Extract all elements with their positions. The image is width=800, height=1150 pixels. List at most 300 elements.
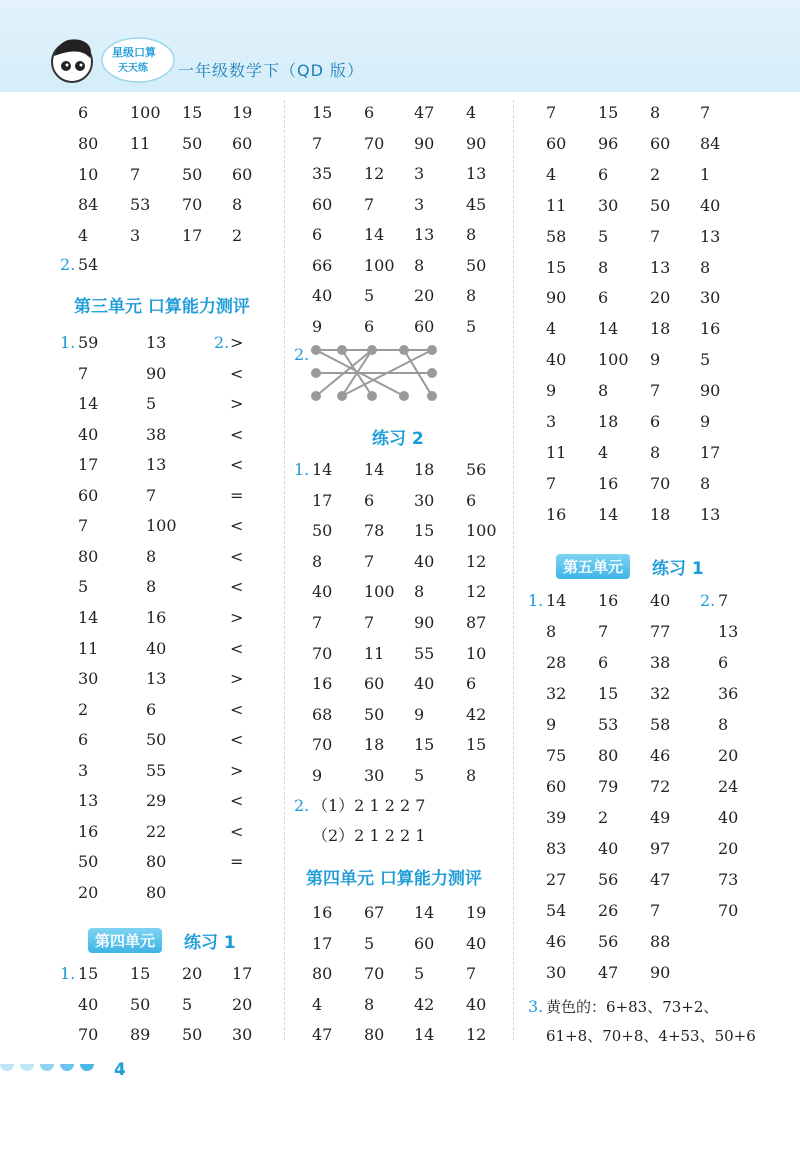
answer-cell: 9: [312, 766, 323, 785]
answer-cell: 32: [546, 684, 567, 703]
answer-cell: 6: [466, 674, 477, 694]
answer-cell: 15: [598, 684, 619, 703]
page-number: 4: [114, 1060, 126, 1080]
answer-cell: 40: [546, 350, 567, 370]
answer-cell: 7: [78, 516, 89, 536]
answer-cell: 70: [182, 195, 203, 215]
answer-cell: 15: [414, 735, 435, 755]
answer-cell: 3: [78, 760, 89, 780]
answer-cell: 70: [718, 901, 739, 920]
answer-cell: 17: [232, 964, 253, 983]
answer-cell: 14: [78, 607, 99, 627]
answer-cell: <: [230, 730, 244, 750]
answer-cell: 40: [718, 808, 739, 827]
question-number: 2.: [700, 591, 716, 610]
answer-cell: 6: [466, 490, 477, 510]
answer-cell: 7: [312, 613, 323, 632]
answer-cell: 5: [182, 994, 193, 1014]
answer-cell: 53: [130, 195, 151, 215]
answer-cell: 50: [182, 1025, 203, 1044]
answer-cell: 5: [146, 394, 157, 414]
answer-cell: 6: [78, 103, 89, 122]
answer-cell: 11: [364, 643, 385, 663]
answer-cell: 30: [364, 766, 385, 785]
answer-cell: 20: [182, 964, 203, 983]
answer-cell: =: [230, 852, 244, 872]
answer-cell: 60: [312, 194, 333, 214]
answer-cell: 77: [650, 622, 671, 641]
answer-cell: 80: [312, 964, 333, 983]
answer-cell: 40: [598, 839, 619, 858]
answer-cell: 54: [546, 901, 567, 920]
answer-cell: 8: [718, 715, 729, 734]
answer-cell: 90: [650, 963, 671, 982]
answer-cell: 6: [650, 412, 661, 431]
answer-cell: 18: [364, 735, 385, 755]
question-number: 1.: [294, 460, 310, 479]
answer-cell: 9: [414, 704, 425, 724]
answer-cell: 50: [182, 133, 203, 153]
answer-cell: 70: [78, 1025, 99, 1044]
section-title-unit3: 第三单元 口算能力测评: [74, 297, 250, 317]
answer-cell: 13: [146, 333, 167, 352]
answer-cell: 46: [546, 932, 567, 951]
question-number: 2.: [214, 333, 230, 352]
answer-cell: 50: [364, 704, 385, 724]
answer-cell: <: [230, 699, 244, 719]
answer-cell: 20: [650, 288, 671, 308]
answer-cell: 19: [466, 903, 487, 922]
answer-cell: 10: [466, 643, 487, 663]
answer-cell: 9: [700, 412, 711, 431]
answer-cell: 60: [546, 777, 567, 796]
answer-cell: 40: [78, 994, 99, 1014]
answer-cell: <: [230, 424, 244, 444]
answer-cell: 7: [718, 591, 729, 610]
answer-cell: 16: [598, 473, 619, 493]
answer-cell: 1: [700, 164, 711, 184]
answer-cell: 13: [78, 791, 99, 811]
answer-cell: 90: [414, 613, 435, 632]
answer-cell: 5: [78, 577, 89, 597]
answer-cell: 90: [700, 381, 721, 401]
answer-cell: 8: [466, 286, 477, 305]
answer-cell: 16: [78, 821, 99, 841]
answer-cell: 7: [700, 103, 711, 122]
answer-cell: 42: [414, 994, 435, 1014]
answer-cell: 8: [364, 994, 375, 1014]
answer-cell: 12: [466, 1025, 487, 1044]
answer-cell: 5: [364, 933, 375, 953]
answer-cell: 2: [598, 808, 609, 827]
answer-cell: 40: [312, 582, 333, 602]
answer-cell: 13: [146, 455, 167, 475]
answer-cell: 80: [78, 546, 99, 566]
answer-cell: 8: [700, 473, 711, 493]
question-number: 1.: [60, 964, 76, 983]
answer-cell: 2: [232, 226, 243, 246]
answer-cell: 50: [130, 994, 151, 1014]
unit5-practice-title: 练习 1: [652, 559, 704, 579]
answer-cell: 8: [232, 195, 243, 215]
unit4-practice-title: 练习 1: [184, 933, 236, 953]
answer-cell: >: [230, 760, 244, 780]
answer-cell: 53: [598, 715, 619, 734]
answer-cell: 40: [414, 551, 435, 571]
answer-cell: 90: [546, 288, 567, 308]
answer-cell: 5: [598, 226, 609, 246]
answer-cell: 56: [598, 870, 619, 889]
answer-cell: 14: [598, 319, 619, 339]
answer-cell: 70: [364, 133, 385, 153]
answer-cell: 40: [146, 638, 167, 658]
answer-cell: 7: [546, 473, 557, 493]
answer-cell: <: [230, 577, 244, 597]
answer-cell: 68: [312, 704, 333, 724]
answer-cell: 13: [650, 257, 671, 277]
answer-cell: 83: [546, 839, 567, 858]
answer-cell: 15: [312, 103, 333, 122]
answer-value: 54: [78, 255, 99, 274]
answer-cell: 7: [364, 551, 375, 571]
answer-cell: 96: [598, 133, 619, 153]
answer-cell: 60: [414, 316, 435, 336]
answer-cell: 27: [546, 870, 567, 889]
answer-cell: 14: [364, 225, 385, 244]
answer-cell: 58: [546, 226, 567, 246]
answer-cell: 8: [598, 381, 609, 401]
answer-cell: 32: [650, 684, 671, 703]
answer-cell: 45: [466, 194, 487, 214]
answer-cell: <: [230, 638, 244, 658]
answer-cell: 40: [466, 933, 487, 953]
answer-cell: 6: [364, 316, 375, 336]
answer-cell: 15: [466, 735, 487, 755]
answer-cell: 17: [312, 490, 333, 510]
answer-cell: 3: [414, 164, 425, 183]
answer-cell: 70: [364, 964, 385, 983]
answer-cell: 18: [650, 319, 671, 339]
answer-cell: 6: [146, 699, 157, 719]
answer-cell: 7: [146, 485, 157, 505]
answer-cell: 20: [78, 882, 99, 902]
answer-cell: 67: [364, 903, 385, 922]
answer-cell: 17: [182, 226, 203, 246]
answer-cell: 47: [414, 103, 435, 122]
answer-cell: >: [230, 333, 244, 352]
answer-cell: 8: [466, 766, 477, 785]
answer-cell: 8: [546, 622, 557, 641]
answer-cell: 84: [78, 195, 99, 215]
answer-cell: 7: [78, 363, 89, 383]
answer-cell: 60: [414, 933, 435, 953]
answer-cell: 40: [414, 674, 435, 694]
answer-cell: 8: [414, 255, 425, 275]
answer-cell: 55: [414, 643, 435, 663]
answer-line: （2）2 1 2 2 1: [312, 826, 426, 845]
answer-cell: 8: [414, 582, 425, 602]
answer-cell: 7: [312, 133, 323, 153]
answer-cell: 84: [700, 133, 721, 153]
answer-cell: 4: [598, 442, 609, 462]
logo-text-1: 星级口算: [112, 46, 156, 59]
answer-cell: 50: [182, 164, 203, 184]
answer-cell: 9: [650, 350, 661, 370]
answer-cell: 46: [650, 746, 671, 765]
answer-cell: 14: [414, 903, 435, 922]
answer-cell: 30: [700, 288, 721, 308]
answer-cell: 18: [414, 460, 435, 479]
answer-cell: 36: [718, 684, 739, 703]
answer-cell: <: [230, 821, 244, 841]
answer-cell: 2: [650, 164, 661, 184]
answer-cell: 17: [78, 455, 99, 475]
answer-cell: >: [230, 394, 244, 414]
matching-diagram: [308, 340, 438, 404]
question-number: 2.: [294, 796, 310, 815]
answer-cell: 55: [146, 760, 167, 780]
column-divider: [284, 100, 285, 1040]
answer-cell: 88: [650, 932, 671, 951]
practice2-title: 练习 2: [372, 429, 424, 449]
answer-cell: 5: [466, 316, 477, 336]
answer-cell: 14: [598, 504, 619, 524]
answer-cell: 26: [598, 901, 619, 920]
answer-cell: 89: [130, 1025, 151, 1044]
answer-cell: 80: [146, 852, 167, 872]
column-divider: [513, 100, 514, 1040]
answer-cell: 80: [364, 1025, 385, 1044]
answer-cell: 100: [146, 516, 177, 536]
answer-cell: 80: [78, 133, 99, 153]
answer-cell: <: [230, 455, 244, 475]
answer-cell: 24: [718, 777, 739, 796]
question-number: 1.: [528, 591, 544, 610]
answer-cell: 6: [78, 730, 89, 750]
answer-cell: 79: [598, 777, 619, 796]
answer-cell: 100: [364, 582, 395, 602]
answer-cell: 11: [78, 638, 99, 658]
answer-line: （1）2 1 2 2 7: [312, 796, 426, 815]
answer-cell: 7: [598, 622, 609, 641]
answer-cell: 60: [650, 133, 671, 153]
unit5-badge: 第五单元: [556, 554, 630, 579]
answer-cell: 90: [146, 363, 167, 383]
answer-cell: 30: [414, 490, 435, 510]
question-number: 2.: [60, 255, 76, 274]
answer-cell: 7: [650, 226, 661, 246]
answer-line: 61+8、70+8、4+53、50+6: [546, 1027, 756, 1045]
answer-cell: 66: [312, 255, 333, 275]
unit4-badge: 第四单元: [88, 928, 162, 953]
answer-cell: <: [230, 516, 244, 536]
answer-cell: 29: [146, 791, 167, 811]
answer-cell: 13: [718, 622, 739, 641]
answer-cell: 4: [546, 319, 557, 339]
answer-cell: 7: [650, 381, 661, 401]
answer-cell: 59: [78, 333, 99, 352]
answer-cell: 60: [78, 485, 99, 505]
answer-cell: 60: [546, 133, 567, 153]
answer-cell: 6: [598, 164, 609, 184]
answer-cell: 28: [546, 653, 567, 672]
mascot-logo: [50, 30, 180, 90]
answer-cell: 5: [364, 286, 375, 305]
answer-cell: 15: [182, 103, 203, 122]
answer-cell: 3: [546, 412, 557, 431]
answer-cell: 40: [650, 591, 671, 610]
answer-cell: 7: [546, 103, 557, 122]
answer-cell: 9: [312, 316, 323, 336]
answer-cell: 78: [364, 521, 385, 541]
answer-cell: 15: [598, 103, 619, 122]
answer-cell: 15: [414, 521, 435, 541]
answer-cell: 16: [700, 319, 721, 339]
answer-cell: 47: [312, 1025, 333, 1044]
answer-cell: 10: [78, 164, 99, 184]
answer-cell: =: [230, 485, 244, 505]
answer-cell: 30: [232, 1025, 253, 1044]
answer-cell: 40: [700, 195, 721, 215]
answer-cell: 49: [650, 808, 671, 827]
answer-cell: 20: [718, 839, 739, 858]
question-number: 3.: [528, 997, 544, 1016]
question-number: 2.: [294, 345, 310, 364]
answer-cell: 47: [598, 963, 619, 982]
answer-cell: 87: [466, 613, 487, 632]
answer-cell: 56: [466, 460, 487, 479]
answer-cell: 39: [546, 808, 567, 827]
answer-cell: 72: [650, 777, 671, 796]
answer-cell: 5: [700, 350, 711, 370]
answer-cell: 20: [414, 286, 435, 305]
answer-cell: 3: [414, 194, 425, 214]
answer-cell: 6: [598, 653, 609, 672]
answer-cell: 42: [466, 704, 487, 724]
book-title: 一年级数学下（QD 版）: [178, 61, 365, 80]
answer-cell: 7: [130, 164, 141, 184]
answer-cell: 13: [700, 226, 721, 246]
answer-cell: 6: [718, 653, 729, 672]
answer-cell: >: [230, 607, 244, 627]
answer-cell: 16: [546, 504, 567, 524]
answer-cell: 100: [466, 521, 497, 541]
answer-cell: 13: [414, 225, 435, 244]
answer-cell: 13: [466, 164, 487, 183]
answer-cell: 14: [312, 460, 333, 479]
answer-cell: 8: [700, 257, 711, 277]
answer-cell: 80: [598, 746, 619, 765]
answer-cell: 73: [718, 870, 739, 889]
answer-cell: 9: [546, 381, 557, 401]
logo-text-2: 天天练: [118, 63, 148, 74]
answer-cell: 58: [650, 715, 671, 734]
answer-cell: 20: [232, 994, 253, 1014]
answer-cell: 14: [78, 394, 99, 414]
answer-cell: 6: [364, 490, 375, 510]
answer-cell: 47: [650, 870, 671, 889]
answer-cell: 4: [78, 226, 89, 246]
answer-cell: 38: [146, 424, 167, 444]
answer-cell: 11: [130, 133, 151, 153]
answer-cell: 11: [546, 195, 567, 215]
answer-cell: 50: [650, 195, 671, 215]
answer-cell: 38: [650, 653, 671, 672]
answer-cell: 8: [146, 546, 157, 566]
answer-cell: 4: [466, 103, 477, 122]
answer-cell: <: [230, 363, 244, 383]
answer-cell: 18: [598, 412, 619, 431]
answer-cell: 6: [364, 103, 375, 122]
answer-cell: 7: [466, 964, 477, 983]
answer-cell: 50: [146, 730, 167, 750]
answer-cell: <: [230, 546, 244, 566]
answer-cell: 8: [466, 225, 477, 244]
answer-cell: 6: [598, 288, 609, 308]
answer-cell: 60: [232, 164, 253, 184]
answer-cell: 17: [312, 933, 333, 953]
answer-cell: 14: [546, 591, 567, 610]
answer-cell: 2: [78, 699, 89, 719]
answer-cell: 16: [146, 607, 167, 627]
answer-cell: 9: [546, 715, 557, 734]
answer-cell: 5: [414, 766, 425, 785]
answer-cell: 30: [78, 669, 99, 689]
answer-cell: 56: [598, 932, 619, 951]
answer-cell: 7: [650, 901, 661, 920]
answer-cell: 16: [598, 591, 619, 610]
answer-cell: 6: [312, 225, 323, 244]
section-title-unit4: 第四单元 口算能力测评: [306, 869, 482, 889]
answer-cell: 90: [414, 133, 435, 153]
answer-cell: 60: [364, 674, 385, 694]
answer-cell: 70: [312, 735, 333, 755]
answer-cell: 70: [312, 643, 333, 663]
answer-cell: 16: [312, 903, 333, 922]
answer-cell: 60: [232, 133, 253, 153]
answer-cell: 80: [146, 882, 167, 902]
answer-cell: 12: [466, 582, 487, 602]
answer-cell: 15: [130, 964, 151, 983]
answer-cell: 40: [78, 424, 99, 444]
answer-cell: 17: [700, 442, 721, 462]
answer-cell: 8: [650, 103, 661, 122]
answer-cell: 70: [650, 473, 671, 493]
answer-cell: 14: [364, 460, 385, 479]
answer-cell: 40: [466, 994, 487, 1014]
answer-cell: 90: [466, 133, 487, 153]
answer-cell: 50: [466, 255, 487, 275]
answer-cell: 97: [650, 839, 671, 858]
answer-cell: 19: [232, 103, 253, 122]
answer-cell: 12: [466, 551, 487, 571]
answer-cell: <: [230, 791, 244, 811]
answer-cell: 15: [78, 964, 99, 983]
answer-cell: 13: [700, 504, 721, 524]
answer-cell: 50: [78, 852, 99, 872]
answer-cell: 30: [546, 963, 567, 982]
answer-cell: 18: [650, 504, 671, 524]
answer-cell: 75: [546, 746, 567, 765]
answer-cell: >: [230, 669, 244, 689]
answer-cell: 100: [130, 103, 161, 122]
answer-cell: 35: [312, 164, 333, 183]
answer-cell: 100: [598, 350, 629, 370]
answer-cell: 14: [414, 1025, 435, 1044]
answer-cell: 30: [598, 195, 619, 215]
answer-cell: 13: [146, 669, 167, 689]
answer-cell: 15: [546, 257, 567, 277]
